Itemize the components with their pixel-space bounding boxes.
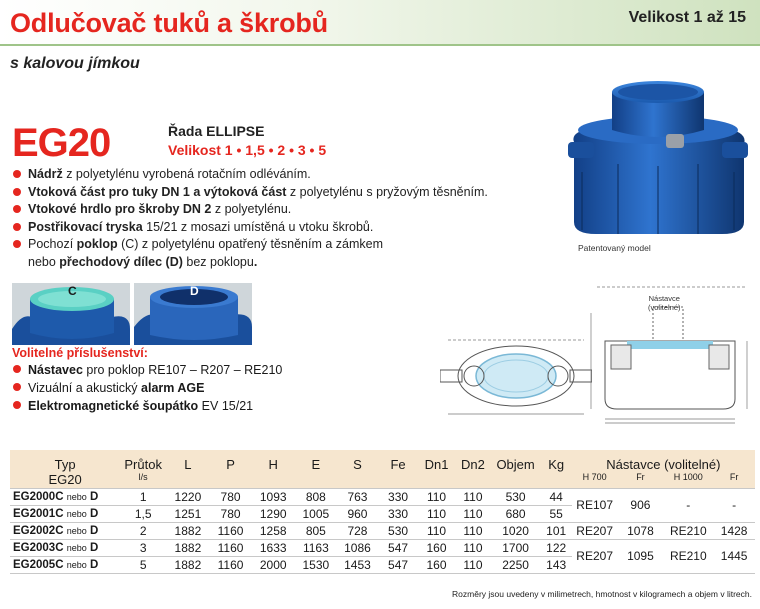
table-subheader-row (10, 472, 755, 488)
feature-text: z polyetylénu. (211, 202, 292, 216)
col-Dn2: Dn2 (455, 450, 490, 472)
col-fr2: Fr (713, 472, 755, 488)
accessory-text: pro poklop RE107 – R207 – RE210 (82, 363, 283, 377)
header-rule (0, 44, 760, 46)
feature-text: (C) z polyetylénu opatřený těsněním a zámkem (117, 237, 384, 251)
type-nebo: nebo (66, 542, 87, 553)
cell-L: 1220 (166, 488, 210, 505)
cell-L: 1882 (166, 522, 210, 539)
type-nebo: nebo (66, 525, 87, 536)
cell-Dn1: 160 (418, 539, 455, 556)
bullet-icon (13, 365, 21, 373)
col-E: E (295, 450, 337, 472)
cell-P: 1160 (210, 522, 252, 539)
cell-Dn1: 160 (418, 556, 455, 573)
cell-type (10, 539, 120, 556)
drawing-label-line1: Nástavce (648, 294, 680, 303)
cell-Dn2: 110 (455, 505, 490, 522)
spec-table (10, 450, 755, 574)
col-Fe: Fe (378, 450, 418, 472)
cell-fr2: 1428 (713, 522, 755, 539)
feature-text: bez poklopu (182, 254, 254, 269)
cell-type (10, 505, 120, 522)
cell-type (10, 522, 120, 539)
cell-S: 763 (337, 488, 379, 505)
cell-kg: 143 (541, 556, 572, 573)
drawing-label-line2: (volitelné) (648, 303, 681, 312)
col-L: L (166, 450, 210, 472)
cell-H: 1290 (251, 505, 295, 522)
type-suffix: D (89, 507, 99, 520)
col-h1000: H 1000 (663, 472, 713, 488)
accessory-item (12, 361, 432, 379)
table-header-row (10, 450, 755, 472)
cell-Fe: 547 (378, 539, 418, 556)
cell-flow: 3 (120, 539, 166, 556)
col-P: P (210, 450, 252, 472)
cell-S: 728 (337, 522, 379, 539)
col-objem: Objem (491, 450, 541, 472)
cell-Dn2: 110 (455, 556, 490, 573)
bullet-icon (13, 170, 21, 178)
cell-Dn1: 110 (418, 505, 455, 522)
type-nebo: nebo (66, 491, 87, 502)
cell-E: 805 (295, 522, 337, 539)
empty-cell (541, 472, 572, 488)
col-Dn1: Dn1 (418, 450, 455, 472)
cell-E: 1530 (295, 556, 337, 573)
bullet-icon (13, 401, 21, 409)
photo-caption: Patentovaný model (578, 243, 651, 253)
cell-H: 1633 (251, 539, 295, 556)
type-suffix: D (89, 558, 99, 571)
empty-cell (295, 472, 337, 488)
col-typ: Typ (10, 450, 120, 472)
cell-type (10, 488, 120, 505)
col-prutok-unit: l/s (120, 472, 166, 488)
feature-item (12, 236, 572, 254)
cell-Fe: 330 (378, 505, 418, 522)
empty-cell (337, 472, 379, 488)
feature-bold: Vtokové hrdlo pro škroby DN 2 (28, 202, 212, 216)
plan-view-drawing (440, 336, 592, 418)
cell-h700: RE207 (572, 539, 618, 573)
feature-post: . (253, 254, 258, 269)
cell-h700: RE107 (572, 488, 618, 522)
feature-item (12, 201, 572, 219)
tank-photo (562, 72, 754, 237)
bullet-icon (13, 240, 21, 248)
feature-bold: přechodový dílec (D) (59, 254, 183, 269)
feature-pre: nebo (28, 254, 60, 269)
cell-objem: 1700 (491, 539, 541, 556)
cell-H: 2000 (251, 556, 295, 573)
type-code: EG2005C (13, 558, 64, 571)
cell-fr2: 1445 (713, 539, 755, 573)
cell-flow: 1,5 (120, 505, 166, 522)
cell-h1000: RE210 (663, 539, 713, 573)
type-suffix: D (89, 541, 99, 554)
feature-bold: Vtoková část pro tuky DN 1 a výtoková část (28, 184, 287, 199)
cell-L: 1882 (166, 556, 210, 573)
cell-P: 780 (210, 488, 252, 505)
adapter-label-d: D (190, 284, 199, 298)
feature-list (12, 166, 572, 271)
cell-S: 1086 (337, 539, 379, 556)
cell-Fe: 330 (378, 488, 418, 505)
cell-H: 1258 (251, 522, 295, 539)
col-nastavce: Nástavce (volitelné) (572, 450, 755, 472)
bullet-icon (13, 383, 21, 391)
page-title: Odlučovač tuků a škrobů (10, 8, 328, 38)
cell-kg: 44 (541, 488, 572, 505)
cell-flow: 5 (120, 556, 166, 573)
col-S: S (337, 450, 379, 472)
empty-cell (418, 472, 455, 488)
cell-H: 1093 (251, 488, 295, 505)
cell-fr1: 1078 (618, 522, 664, 539)
cell-fr1: 1095 (618, 539, 664, 573)
table-row (10, 539, 755, 556)
cell-S: 1453 (337, 556, 379, 573)
bullet-icon (13, 223, 21, 231)
cell-flow: 1 (120, 488, 166, 505)
cell-h700: RE207 (572, 522, 618, 539)
empty-cell (378, 472, 418, 488)
col-prutok: Průtok (120, 450, 166, 472)
feature-text: 15/21 z mosazi umístěná u vtoku škrobů. (142, 219, 374, 234)
size-range: Velikost 1 až 15 (628, 9, 746, 26)
col-H: H (251, 450, 295, 472)
feature-text: z polyetylénu vyrobená rotačním odléváním. (62, 167, 311, 181)
feature-pre: Pochozí (28, 237, 77, 251)
type-nebo: nebo (66, 508, 87, 519)
col-kg: Kg (541, 450, 572, 472)
accessories-title: Volitelné příslušenství: (12, 346, 148, 360)
empty-cell (455, 472, 490, 488)
cell-E: 1005 (295, 505, 337, 522)
cell-kg: 55 (541, 505, 572, 522)
cell-Dn2: 110 (455, 522, 490, 539)
table-row (10, 488, 755, 505)
cell-Fe: 547 (378, 556, 418, 573)
feature-item-continuation (12, 254, 572, 272)
cell-type (10, 556, 120, 573)
table-row (10, 522, 755, 539)
cell-objem: 530 (491, 488, 541, 505)
cell-fr2: - (713, 488, 755, 522)
feature-item (12, 166, 572, 184)
bullet-icon (13, 188, 21, 196)
accessory-bold: alarm AGE (141, 381, 205, 395)
cell-Dn1: 110 (418, 488, 455, 505)
feature-item (12, 184, 572, 202)
type-code: EG2002C (13, 524, 64, 537)
accessories-list (12, 361, 432, 415)
type-code: EG2000C (13, 490, 64, 503)
cell-fr1: 906 (618, 488, 664, 522)
empty-cell (491, 472, 541, 488)
series-sizes: Velikost 1 • 1,5 • 2 • 3 • 5 (168, 142, 327, 158)
accessory-bold: Nástavec (28, 363, 83, 377)
cell-objem: 1020 (491, 522, 541, 539)
model-name: EG20 (12, 121, 111, 165)
feature-bold: Postřikovací tryska (28, 219, 143, 234)
cell-h1000: RE210 (663, 522, 713, 539)
cell-L: 1882 (166, 539, 210, 556)
cell-Dn2: 110 (455, 539, 490, 556)
cell-kg: 101 (541, 522, 572, 539)
cell-Fe: 530 (378, 522, 418, 539)
subtitle: s kalovou jímkou (10, 55, 140, 72)
type-code: EG2001C (13, 507, 64, 520)
cell-Dn2: 110 (455, 488, 490, 505)
footnote: Rozměry jsou uvedeny v milimetrech, hmotnost v kilogramech a objem v litrech. (452, 589, 752, 599)
cover-label-c: C (68, 284, 77, 298)
feature-bold: Nádrž (28, 167, 63, 181)
cell-L: 1251 (166, 505, 210, 522)
cell-P: 1160 (210, 556, 252, 573)
cell-P: 780 (210, 505, 252, 522)
cell-objem: 680 (491, 505, 541, 522)
cell-E: 1163 (295, 539, 337, 556)
empty-cell (210, 472, 252, 488)
col-typ-sub: EG20 (10, 472, 120, 488)
col-fr1: Fr (618, 472, 664, 488)
type-suffix: D (89, 524, 99, 537)
cell-kg: 122 (541, 539, 572, 556)
cell-P: 1160 (210, 539, 252, 556)
feature-bold: poklop (76, 237, 118, 251)
cell-h1000: - (663, 488, 713, 522)
series-name: Řada ELLIPSE (168, 123, 265, 139)
drawing-label (648, 294, 681, 312)
accessory-item (12, 379, 432, 397)
accessory-bold: Elektromagnetické šoupátko (28, 399, 199, 413)
cell-flow: 2 (120, 522, 166, 539)
cell-objem: 2250 (491, 556, 541, 573)
cell-Dn1: 110 (418, 522, 455, 539)
cell-S: 960 (337, 505, 379, 522)
empty-cell (166, 472, 210, 488)
cell-E: 808 (295, 488, 337, 505)
type-suffix: D (89, 490, 99, 503)
type-code: EG2003C (13, 541, 64, 554)
bullet-icon (13, 205, 21, 213)
empty-cell (251, 472, 295, 488)
type-nebo: nebo (66, 559, 87, 570)
accessory-text: EV 15/21 (198, 399, 254, 413)
feature-text: z polyetylénu s pryžovým těsněním. (286, 184, 488, 199)
feature-item (12, 219, 572, 237)
col-h700: H 700 (572, 472, 618, 488)
accessory-pre: Vizuální a akustický (28, 381, 142, 395)
accessory-item (12, 397, 432, 415)
